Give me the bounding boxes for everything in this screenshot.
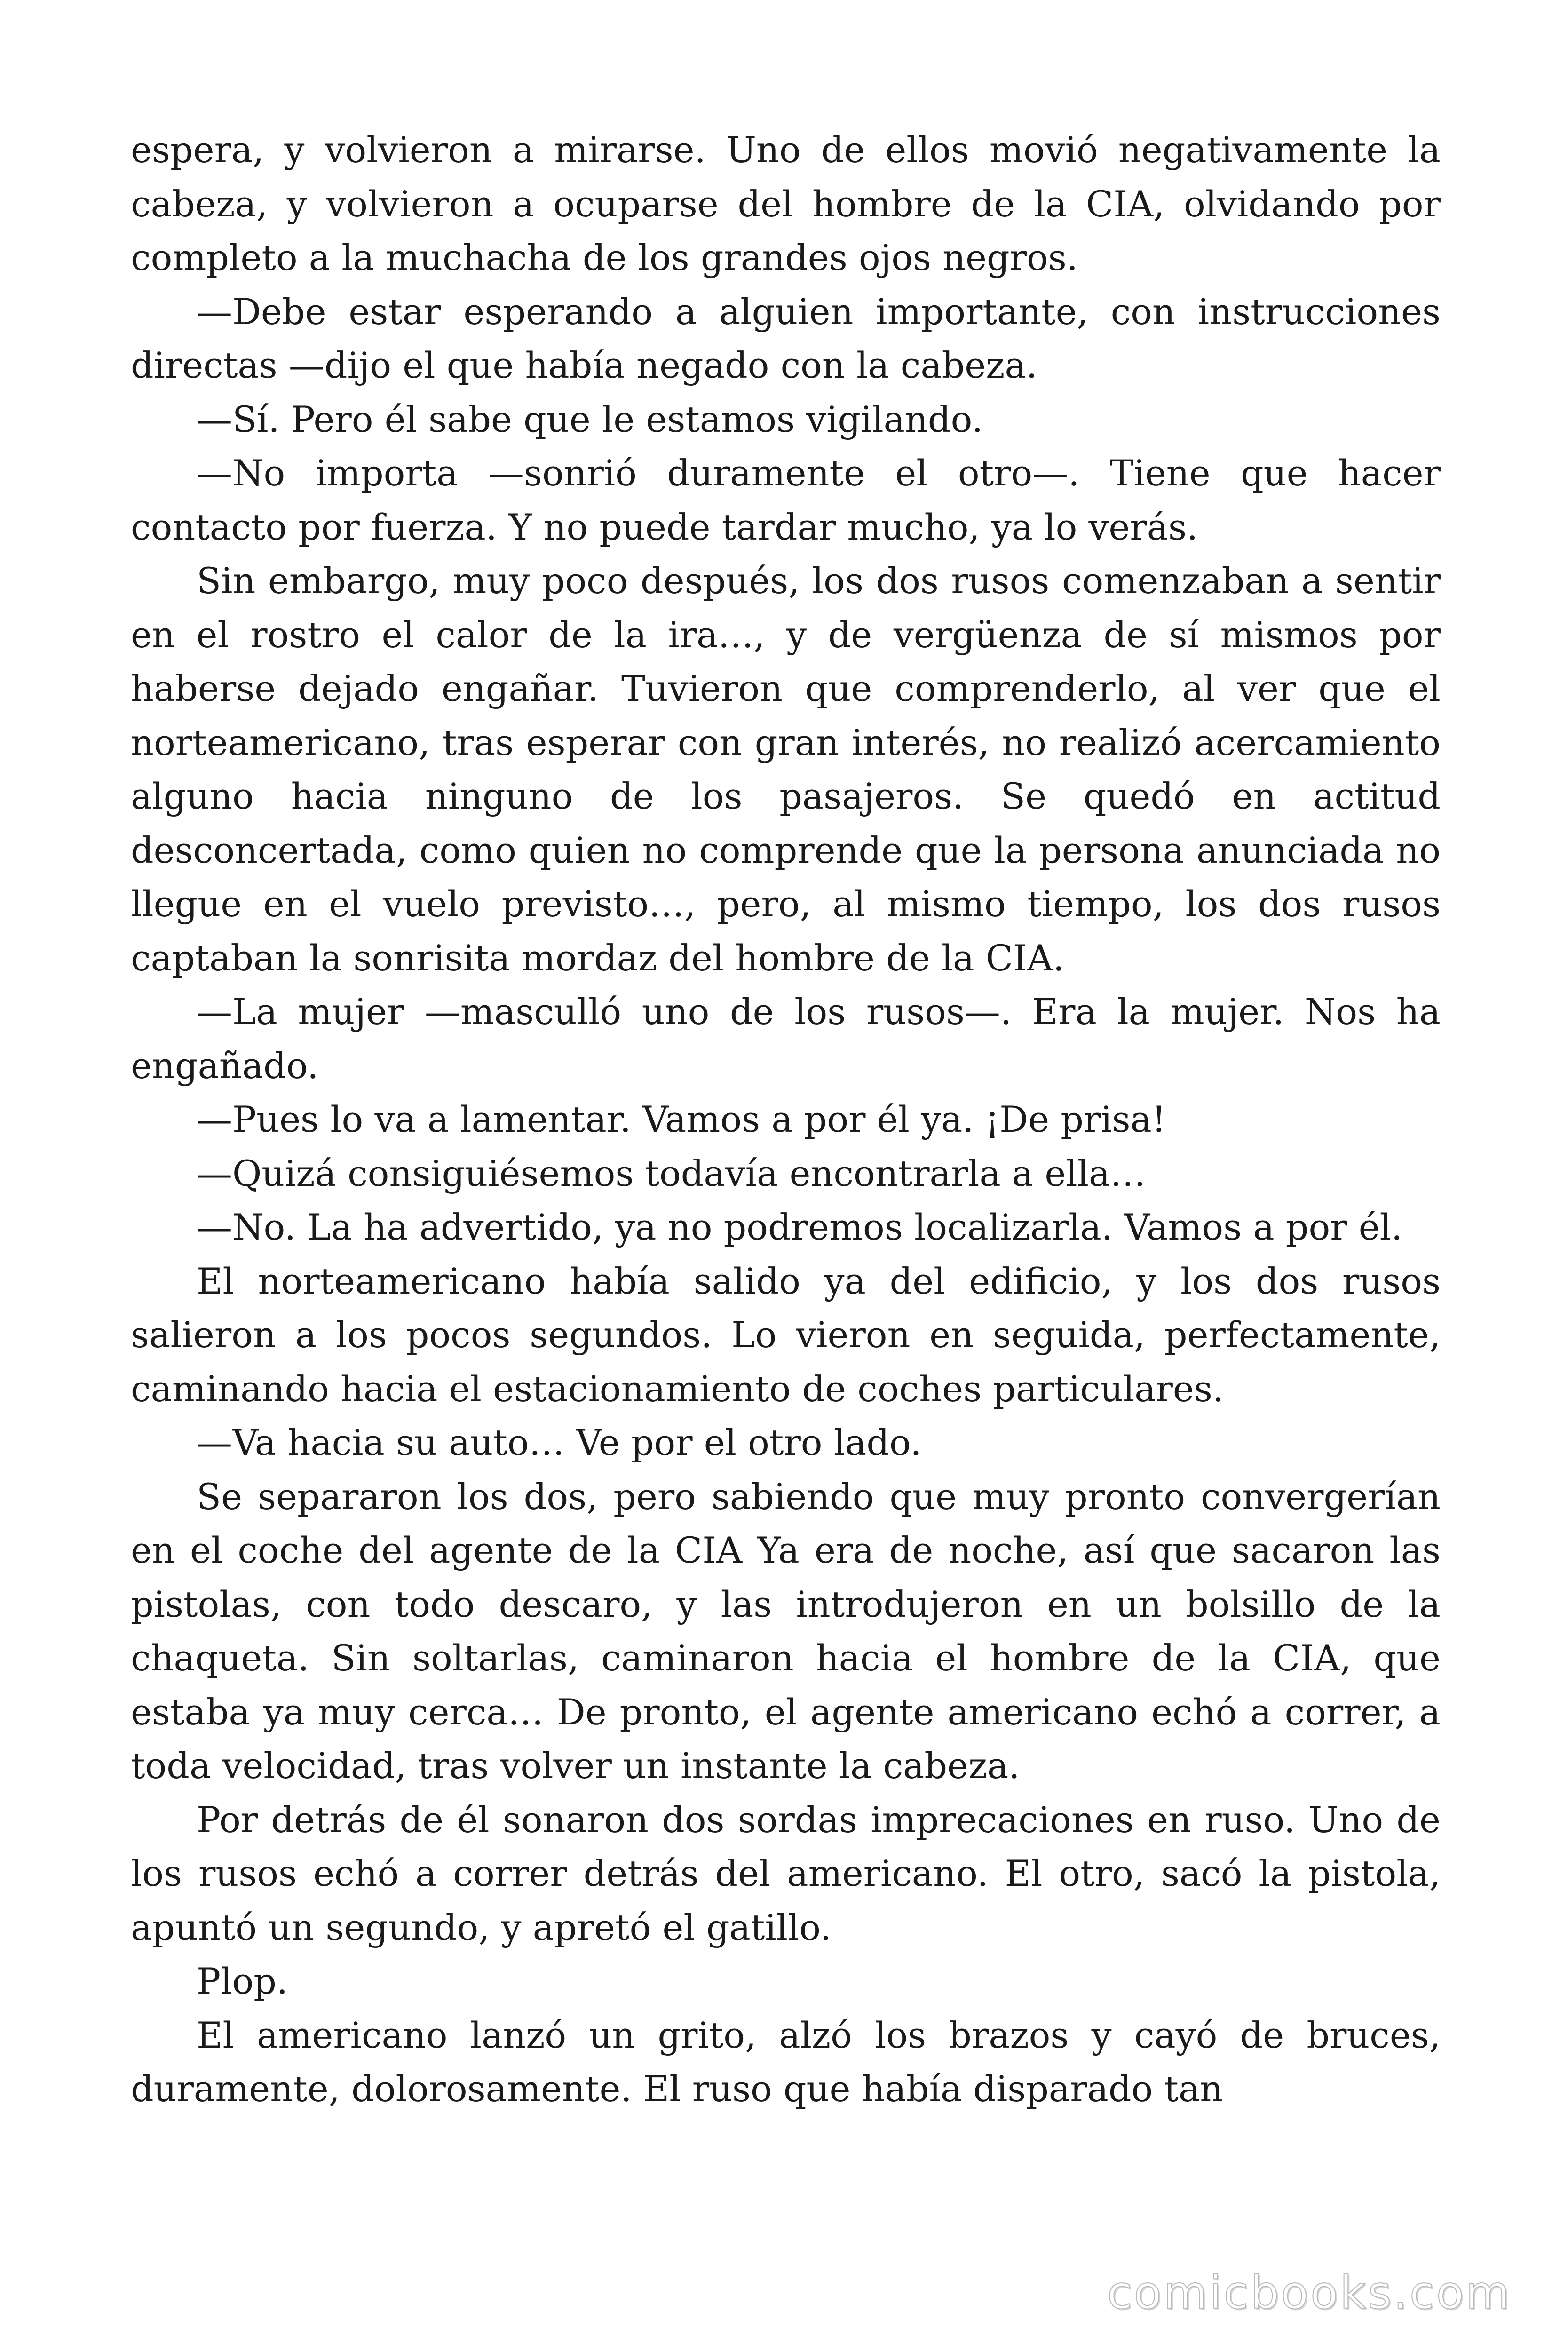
paragraph: Por detrás de él sonaron dos sordas imprecaciones en ruso. Uno de los rusos echó a correr detrás del americano. El otro, sacó la pistola, apuntó un segundo, y apretó el gatillo. <box>131 1798 1441 1948</box>
paragraph: —No importa —sonrió duramente el otro—. Tiene que hacer contacto por fuerza. Y no puede tardar mucho, ya lo verás. <box>131 452 1441 548</box>
paragraph: —Sí. Pero él sabe que le estamos vigilando. <box>197 398 983 440</box>
body-text <box>131 123 1441 2116</box>
paragraph: —Quizá consiguiésemos todavía encontrarla a ella… <box>197 1152 1146 1194</box>
paragraph: —Va hacia su auto… Ve por el otro lado. <box>197 1422 922 1463</box>
paragraph: Se separaron los dos, pero sabiendo que muy pronto convergerían en el coche del agente de la CIA Ya era de noche, así que sacaron las pistolas, con todo descaro, y las introdujeron en un bolsillo de la chaqueta. Sin soltarlas, caminaron hacia el hombre de la CIA, que estaba ya muy cerca… De pronto, el agente americano echó a correr, a toda velocidad, tras volver un instante la cabeza. <box>131 1475 1441 1787</box>
paragraph: El norteamericano había salido ya del edificio, y los dos rusos salieron a los pocos segundos. Lo vieron en seguida, perfectamente, caminando hacia el estacionamiento de coches particulares. <box>131 1260 1441 1410</box>
paragraph: —Debe estar esperando a alguien importante, con instrucciones directas —dijo el que había negado con la cabeza. <box>131 290 1441 386</box>
paragraph: Plop. <box>197 1960 288 2002</box>
paragraph: —No. La ha advertido, ya no podremos localizarla. Vamos a por él. <box>197 1206 1403 1248</box>
paragraph: —Pues lo va a lamentar. Vamos a por él ya. ¡De prisa! <box>197 1098 1166 1140</box>
paragraph: espera, y volvieron a mirarse. Uno de ellos movió negativamente la cabeza, y volvieron a ocuparse del hombre de la CIA, olvidando por completo a la muchacha de los grandes ojos negros. <box>131 129 1441 278</box>
paragraph: El americano lanzó un grito, alzó los brazos y cayó de bruces, duramente, dolorosamente. El ruso que había disparado tan <box>131 2014 1441 2110</box>
paragraph: Sin embargo, muy poco después, los dos rusos comenzaban a sentir en el rostro el calor de la ira…, y de vergüenza de sí mismos por haberse dejado engañar. Tuvieron que comprenderlo, al ver que el norteamericano, tras esperar con gran interés, no realizó acercamiento alguno hacia ninguno de los pasajeros. Se quedó en actitud desconcertada, como quien no comprende que la persona anunciada no llegue en el vuelo previsto…, pero, al mismo tiempo, los dos rusos captaban la sonrisita mordaz del hombre de la CIA. <box>131 560 1441 979</box>
paragraph: —La mujer —masculló uno de los rusos—. Era la mujer. Nos ha engañado. <box>131 991 1441 1087</box>
watermark: comicbooks.com <box>1107 2266 1512 2319</box>
